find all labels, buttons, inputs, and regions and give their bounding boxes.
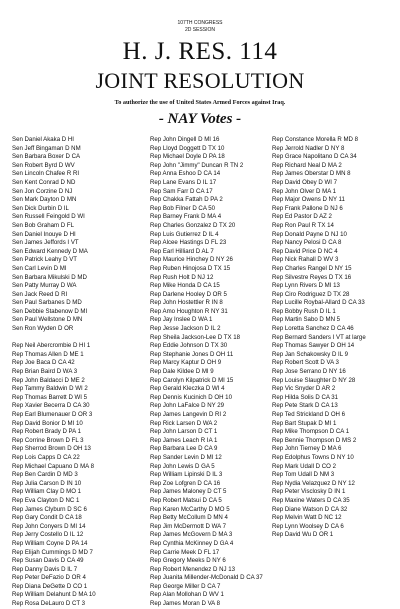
voter-entry: Rep Nancy Pelosi D CA 8: [272, 239, 342, 247]
voter-entry: Sen Jeff Bingaman D NM: [12, 144, 81, 152]
voter-entry: Sen Debbie Stabenow D MI: [12, 307, 88, 315]
voter-entry: Rep Dale Kildee D MI 9: [150, 368, 214, 376]
voter-entry: Rep George Miller D CA 7: [150, 582, 221, 590]
voter-entry: Sen Paul Sarbanes D MD: [12, 299, 82, 307]
voter-entry: Rep Carrie Meek D FL 17: [150, 548, 220, 556]
voter-entry: Rep Karen McCarthy D MO 5: [150, 505, 230, 513]
voter-entry: Rep Luis Gutierrez D IL 4: [150, 230, 219, 238]
voter-entry: Rep Alcee Hastings D FL 23: [150, 239, 227, 247]
vote-column-1: [12, 136, 140, 609]
section-spacer: [12, 334, 140, 343]
voter-entry: Rep Gerald Kleczka D WI 4: [150, 385, 225, 393]
voter-entry: Sen James Jeffords I VT: [12, 239, 79, 247]
voter-entry: Sen Ron Wyden D OR: [12, 325, 74, 333]
voter-entry: Sen Robert Byrd D WV: [12, 161, 75, 169]
voter-entry: Rep Richard Neal D MA 2: [272, 161, 342, 169]
voter-entry: Sen Jon Corzine D NJ: [12, 187, 73, 195]
voter-entry: Rep Peter DeFazio D OR 4: [12, 574, 86, 582]
voter-entry: Rep David Bonior D MI 10: [12, 419, 83, 427]
voter-entry: Rep Lynn Woolsey D CA 6: [272, 522, 344, 530]
voter-entry: Rep Ben Cardin D MD 3: [12, 471, 78, 479]
voter-entry: Rep John Olver D MA 1: [272, 187, 337, 195]
voter-entry: Rep Bennie Thompson D MS 2: [272, 436, 357, 444]
voter-entry: Rep Brian Baird D WA 3: [12, 368, 78, 376]
voter-entry: Rep Neil Abercrombie D HI 1: [12, 342, 91, 350]
voter-entry: Sen Edward Kennedy D MA: [12, 247, 88, 255]
voter-entry: Rep Jim McDermott D WA 7: [150, 522, 226, 530]
voter-entry: Rep James Moran D VA 8: [150, 600, 220, 608]
voter-entry: Rep Mike Honda D CA 15: [150, 282, 220, 290]
voter-entry: Rep Anna Eshoo D CA 14: [150, 170, 221, 178]
voter-entry: Rep Bob Filner D CA 50: [150, 204, 216, 212]
voter-entry: Rep Diane Watson D CA 32: [272, 505, 348, 513]
voter-entry: Rep Gregory Meeks D NY 6: [150, 557, 226, 565]
voter-entry: Rep Mike Thompson D CA 1: [272, 428, 350, 436]
voter-entry: Rep Thomas Barrett D WI 5: [12, 393, 88, 401]
vote-column-2: [150, 136, 268, 609]
voter-entry: Rep John Baldacci D ME 2: [12, 376, 85, 384]
voter-entry: Rep Louise Slaughter D NY 28: [272, 376, 356, 384]
voter-entry: Rep Juanita Millender-McDonald D CA 37: [150, 574, 263, 582]
voter-entry: Rep Jan Schakowsky D IL 9: [272, 350, 348, 358]
voter-entry: Rep Bernard Sanders I VT at large: [272, 333, 366, 341]
voter-entry: Sen Barbara Mikulski D MD: [12, 273, 87, 281]
voter-entry: Rep Frank Pallone D NJ 6: [272, 204, 343, 212]
voter-entry: Rep Silvestre Reyes D TX 16: [272, 273, 352, 281]
voter-entry: Rep Corrine Brown D FL 3: [12, 436, 84, 444]
voter-entry: Rep Melvin Watt D NC 12: [272, 514, 342, 522]
voter-entry: Rep William Lipinski D IL 3: [150, 471, 223, 479]
voter-entry: Rep John Dingell D MI 16: [150, 136, 220, 143]
voter-entry: Rep Nydia Velazquez D NY 12: [272, 479, 355, 487]
voter-entry: Rep William Delahunt D MA 10: [12, 591, 96, 599]
voter-entry: Sen Paul Wellstone D MN: [12, 316, 83, 324]
voter-entry: Sen Jack Reed D RI: [12, 290, 68, 298]
voter-entry: Rep Earl Hilliard D AL 7: [150, 247, 214, 255]
voter-entry: Rep Vic Snyder D AR 2: [272, 385, 336, 393]
voter-entry: Rep David Obey D WI 7: [272, 178, 338, 186]
voter-entry: Rep John "Jimmy" Duncan R TN 2: [150, 161, 244, 169]
voter-entry: Rep Rick Larsen D WA 2: [150, 419, 218, 427]
voter-entry: Rep Lane Evans D IL 17: [150, 178, 217, 186]
voter-entry: Rep James Maloney D CT 5: [150, 488, 227, 496]
voter-entry: Rep Sherrod Brown D OH 13: [12, 445, 91, 453]
voter-entry: Sen Kent Conrad D ND: [12, 178, 76, 186]
voter-entry: Sen Patrick Leahy D VT: [12, 256, 78, 264]
voter-entry: Rep Tom Udall D NM 3: [272, 471, 335, 479]
voter-entry: Rep Rush Holt D NJ 12: [150, 273, 214, 281]
voter-entry: Rep Lynn Rivers D MI 13: [272, 282, 340, 290]
voter-entry: Rep John Larson D CT 1: [150, 428, 218, 436]
voter-entry: Rep Jerry Costello D IL 12: [12, 531, 84, 539]
voter-entry: Rep Barbara Lee D CA 9: [150, 445, 218, 453]
voter-entry: Rep William Coyne D PA 14: [12, 539, 88, 547]
voter-entry: Rep John Conyers D MI 14: [12, 522, 86, 530]
voter-entry: Rep Xavier Becerra D CA 30: [12, 402, 90, 410]
voter-entry: Rep David Wu D OR 1: [272, 531, 334, 539]
session-label: 2D SESSION: [184, 27, 215, 33]
voter-entry: Rep Maurice Hinchey D NY 26: [150, 256, 233, 264]
voter-entry: Rep James Leach R IA 1: [150, 436, 218, 444]
voter-entry: Rep Rosa DeLauro D CT 3: [12, 600, 86, 608]
voter-entry: Rep Thomas Sawyer D OH 14: [272, 342, 355, 350]
voter-entry: Rep Martin Sabo D MN 5: [272, 316, 341, 324]
voter-entry: Rep Maxine Waters D CA 35: [272, 496, 350, 504]
voter-entry: Rep Ruben Hinojosa D TX 15: [150, 264, 231, 272]
voter-entry: Rep James Langevin D RI 2: [150, 411, 227, 418]
voter-entry: Rep Jerrold Nadler D NY 8: [272, 144, 345, 152]
voter-entry: Rep Robert Brady D PA 1: [12, 428, 81, 436]
voter-entry: Rep Sander Levin D MI 12: [150, 453, 222, 461]
voter-entry: Rep Dennis Kucinich D OH 10: [150, 393, 232, 401]
voter-entry: Rep Robert Scott D VA 3: [272, 359, 339, 367]
voter-entry: Rep Robert Matsui D CA 5: [150, 496, 222, 504]
resolution-title: H. J. RES. 114: [122, 38, 278, 65]
voter-entry: Rep John Tierney D MA 6: [272, 445, 342, 453]
vote-column-3: [272, 136, 398, 540]
voter-entry: Rep Peter Visclosky D IN 1: [272, 488, 346, 496]
voter-entry: Sen Carl Levin D MI: [12, 264, 67, 272]
voter-entry: Sen Russell Feingold D WI: [12, 213, 85, 221]
voter-entry: Rep Pete Stark D CA 13: [272, 402, 338, 410]
congress-label: 107TH CONGRESS: [177, 20, 223, 26]
nay-votes-heading: - NAY Votes -: [158, 111, 242, 127]
voter-entry: Rep Michael Doyle D PA 18: [150, 153, 225, 161]
voter-entry: Rep John LaFalce D NY 29: [150, 402, 225, 410]
voter-entry: Rep Lloyd Doggett D TX 10: [150, 144, 225, 152]
voter-entry: Rep Jose Serrano D NY 16: [272, 368, 346, 376]
voter-entry: Rep Hilda Solis D CA 31: [272, 393, 339, 401]
voter-entry: Sen Patty Murray D WA: [12, 282, 77, 290]
voter-entry: Rep Lucille Roybal-Allard D CA 33: [272, 299, 365, 307]
voter-entry: Rep Barney Frank D MA 4: [150, 213, 222, 221]
voter-entry: Rep Zoe Lofgren D CA 16: [150, 479, 221, 487]
voter-entry: Rep Charles Gonzalez D TX 20: [150, 221, 236, 229]
voter-entry: Rep Ciro Rodriguez D TX 28: [272, 290, 350, 298]
resolution-subtitle: To authorize the use of United States Armed Forces against Iraq.: [114, 99, 286, 106]
voter-entry: Rep Ted Strickland D OH 6: [272, 411, 346, 418]
voter-entry: Rep Diana DeGette D CO 1: [12, 582, 88, 590]
voter-entry: Rep Jesse Jackson D IL 2: [150, 325, 221, 333]
voter-entry: Rep John Lewis D GA 5: [150, 462, 215, 470]
voter-entry: Rep Robert Menendez D NJ 13: [150, 565, 236, 573]
voter-entry: Sen Daniel Inouye D HI: [12, 230, 76, 238]
voter-entry: Rep Grace Napolitano D CA 34: [272, 153, 357, 161]
voter-entry: Sen Lincoln Chafee R RI: [12, 170, 80, 178]
voter-entry: Rep Ron Paul R TX 14: [272, 221, 334, 229]
voter-entry: Rep Michael Capuano D MA 8: [12, 462, 94, 470]
voter-entry: Rep Elijah Cummings D MD 7: [12, 548, 93, 556]
voter-entry: Rep Chakka Fattah D PA 2: [150, 196, 223, 204]
voter-entry: Rep Sheila Jackson-Lee D TX 18: [150, 333, 240, 341]
voter-entry: Rep Major Owens D NY 11: [272, 196, 345, 204]
voter-entry: Rep Darlene Hooley D OR 5: [150, 290, 227, 298]
voter-entry: Rep Amo Houghton R NY 31: [150, 307, 228, 315]
resolution-type: JOINT RESOLUTION: [95, 68, 305, 93]
voter-entry: Rep David Price D NC 4: [272, 247, 338, 255]
voter-entry: Rep Julia Carson D IN 10: [12, 479, 82, 487]
voter-entry: Rep James McGovern D MA 3: [150, 531, 233, 539]
voter-entry: Rep Mark Udall D CO 2: [272, 462, 337, 470]
voter-entry: Rep William Clay D MO 1: [12, 488, 82, 496]
voter-entry: Rep Danny Davis D IL 7: [12, 565, 78, 573]
voter-entry: Rep Cynthia McKinney D GA 4: [150, 539, 234, 547]
voter-entry: Rep Gary Condit D CA 18: [12, 514, 82, 522]
voter-entry: Rep Bobby Rush D IL 1: [272, 307, 336, 315]
voter-entry: Sen Barbara Boxer D CA: [12, 153, 81, 161]
voter-entry: Rep Lois Capps D CA 22: [12, 453, 80, 461]
voter-entry: Rep Stephanie Jones D OH 11: [150, 350, 234, 358]
voter-entry: Rep Ed Pastor D AZ 2: [272, 213, 332, 221]
voter-entry: Rep Constance Morella R MD 8: [272, 136, 359, 143]
voter-entry: Rep Alan Mollohan D WV 1: [150, 591, 224, 599]
voter-entry: Rep Charles Rangel D NY 15: [272, 264, 352, 272]
voter-entry: Rep Carolyn Kilpatrick D MI 15: [150, 376, 234, 384]
voter-entry: Rep Betty McCollum D MN 4: [150, 514, 228, 522]
voter-entry: Rep Sam Farr D CA 17: [150, 187, 213, 195]
voter-entry: Sen Daniel Akaka D HI: [12, 136, 74, 143]
voter-entry: Rep Joe Baca D CA 42: [12, 359, 75, 367]
voter-entry: Sen Dick Durbin D IL: [12, 204, 69, 212]
voter-entry: Rep Edolphus Towns D NY 10: [272, 453, 354, 461]
voter-entry: Rep Eva Clayton D NC 1: [12, 496, 80, 504]
voter-entry: Rep Loretta Sanchez D CA 46: [272, 325, 354, 333]
voter-entry: Rep James Clyburn D SC 6: [12, 505, 87, 513]
voter-entry: Rep Susan Davis D CA 49: [12, 557, 84, 565]
voter-entry: Rep Donald Payne D NJ 10: [272, 230, 347, 238]
voter-entry: Rep Nick Rahall D WV 3: [272, 256, 339, 264]
voter-entry: Rep Jay Inslee D WA 1: [150, 316, 213, 324]
voter-entry: Sen Mark Dayton D MN: [12, 196, 77, 204]
voter-entry: Sen Bob Graham D FL: [12, 221, 74, 229]
voter-entry: Rep Earl Blumenauer D OR 3: [12, 411, 93, 418]
voter-entry: Rep Marcy Kaptur D OH 9: [150, 359, 222, 367]
voter-entry: Rep Thomas Allen D ME 1: [12, 350, 84, 358]
voter-entry: Rep Tammy Baldwin D WI 2: [12, 385, 88, 393]
voter-entry: Rep John Hostettler R IN 8: [150, 299, 223, 307]
voter-entry: Rep Eddie Johnson D TX 30: [150, 342, 228, 350]
voter-entry: Rep James Oberstar D MN 8: [272, 170, 351, 178]
voter-entry: Rep Bart Stupak D MI 1: [272, 419, 337, 427]
